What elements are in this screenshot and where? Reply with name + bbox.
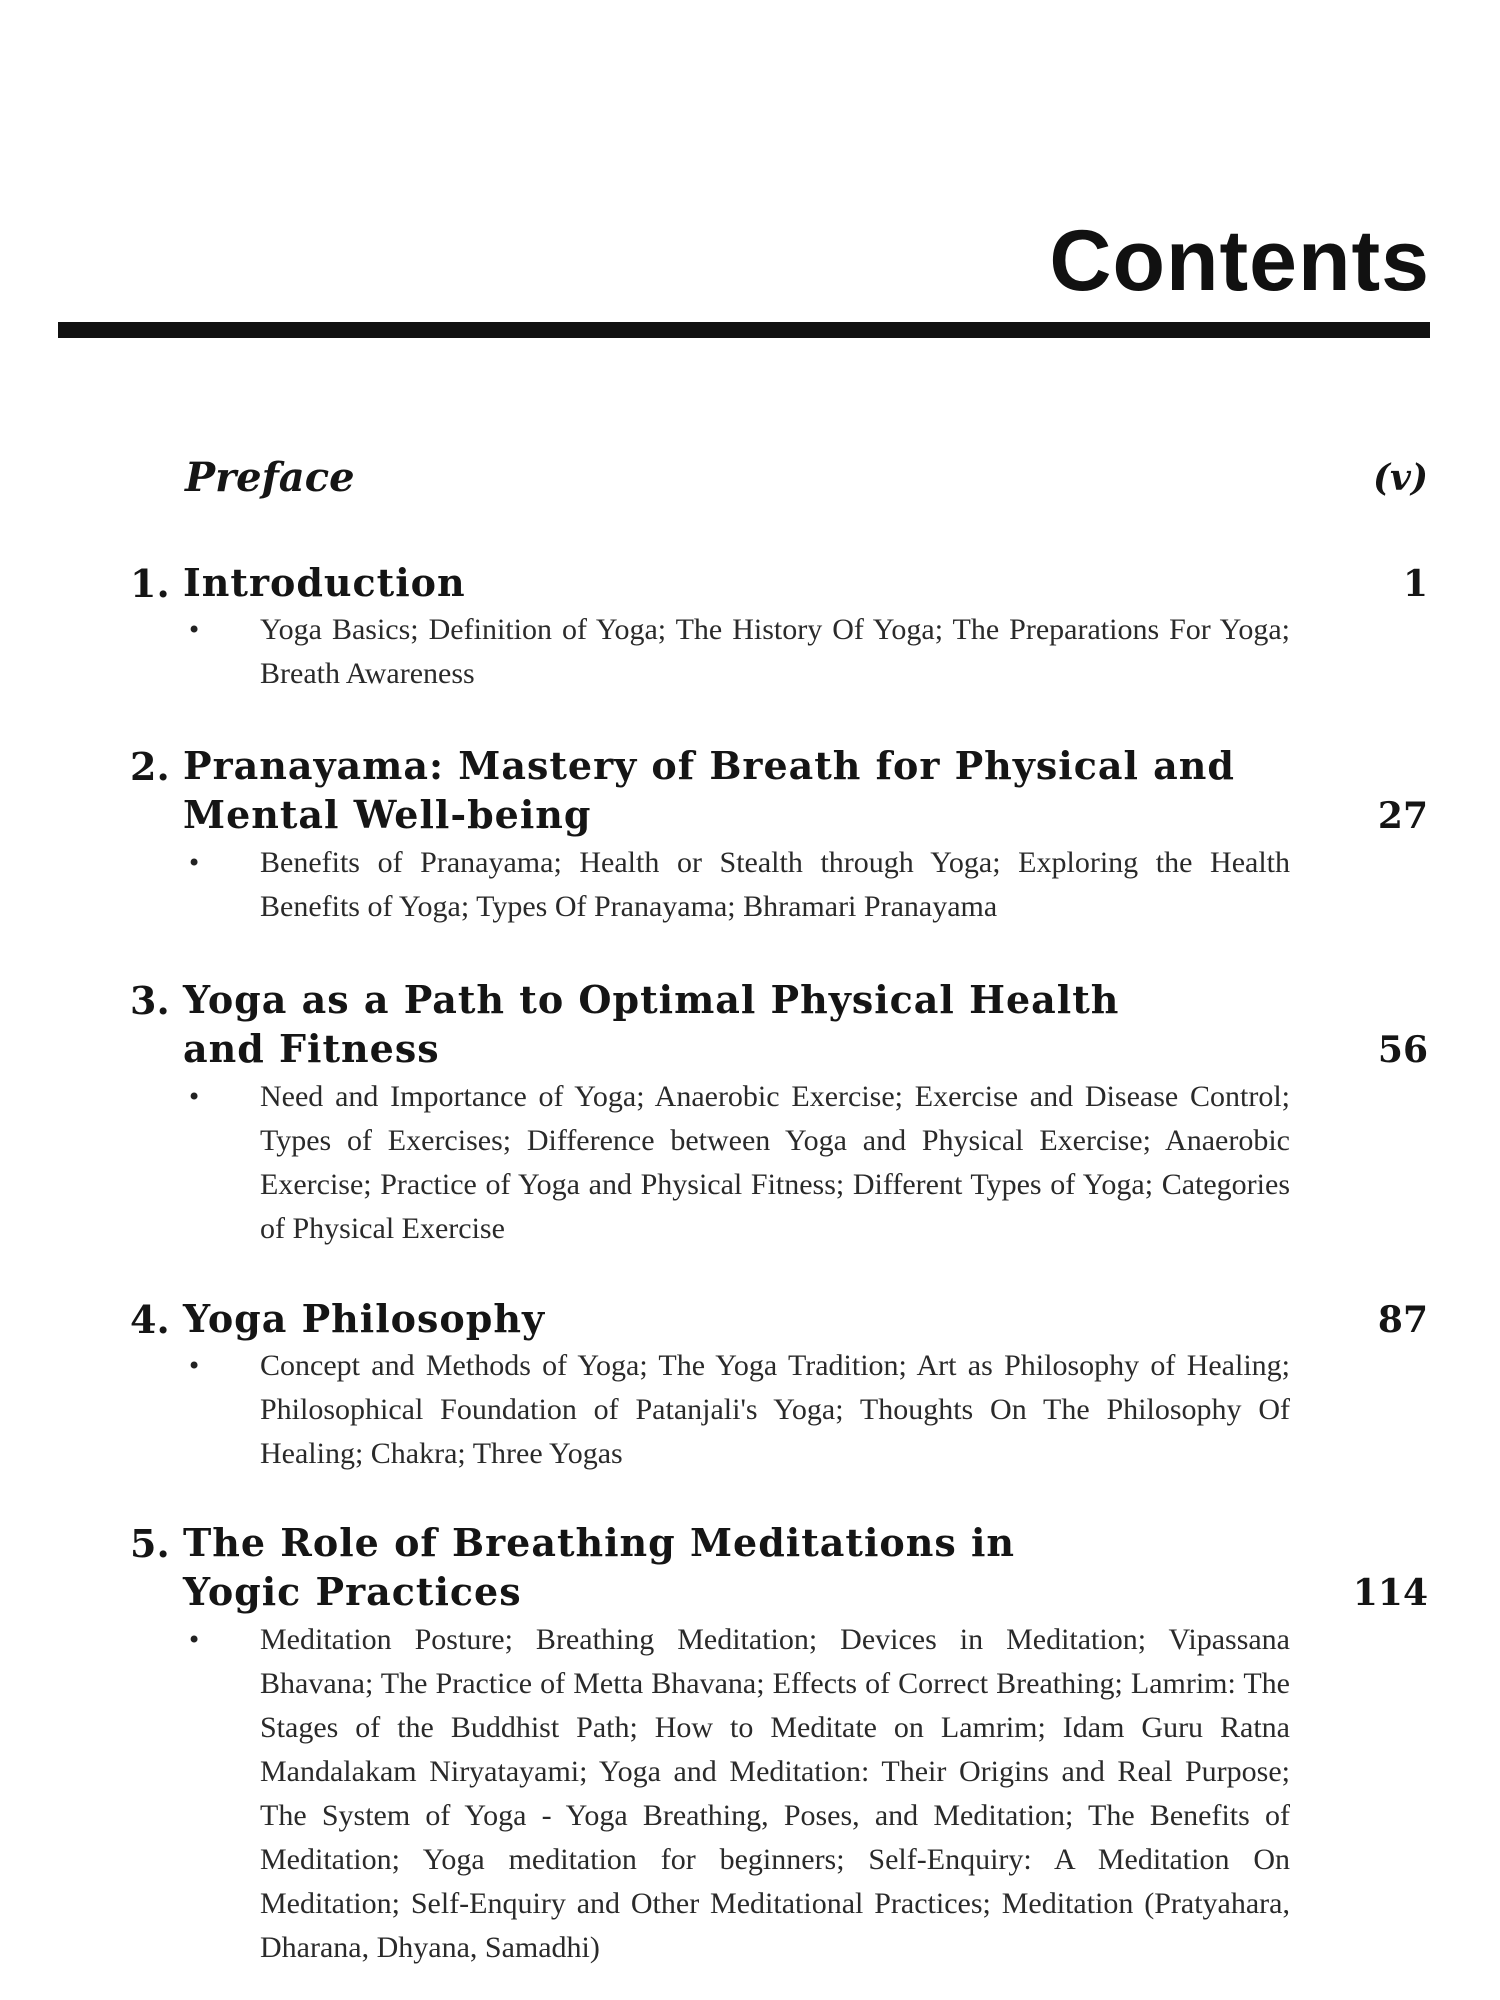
bullet-icon: • bbox=[187, 616, 202, 644]
preface-title[interactable]: Preface bbox=[185, 454, 355, 501]
page-title: Contents bbox=[1049, 213, 1430, 309]
chapter-title[interactable] bbox=[183, 741, 1283, 839]
chapter-title[interactable] bbox=[183, 1518, 1283, 1616]
chapter-topics: Need and Importance of Yoga; Anaerobic Exercise; Exercise and Disease Control; Types of Exercises; Difference between Yoga and Physical Exercise; Anaerobic Exercise; Practice of Yoga and Physical Fitness; Different Types of Yoga; Categories of Physical Exercise bbox=[260, 1080, 1290, 1245]
chapter-page-number: 27 bbox=[1377, 795, 1428, 837]
chapter-topics: Concept and Methods of Yoga; The Yoga Tradition; Art as Philosophy of Healing; Philosophical Foundation of Patanjali's Yoga; Thoughts On The Philosophy Of Healing; Chakra; Three Yogas bbox=[260, 1349, 1290, 1470]
chapter-number: 5. bbox=[130, 1521, 170, 1566]
chapter-title[interactable] bbox=[183, 975, 1283, 1073]
preface-page-number: (v) bbox=[1373, 457, 1428, 499]
chapter-title-line: Yogic Practices bbox=[183, 1569, 522, 1614]
chapter-topics: Yoga Basics; Definition of Yoga; The History Of Yoga; The Preparations For Yoga; Breath Awareness bbox=[260, 613, 1290, 690]
chapter-title-line: Yoga as a Path to Optimal Physical Health bbox=[183, 977, 1120, 1022]
chapter-title[interactable] bbox=[183, 558, 1283, 607]
chapter-number: 4. bbox=[130, 1297, 170, 1342]
title-divider bbox=[58, 322, 1430, 338]
chapter-title-line: Introduction bbox=[183, 560, 466, 605]
chapter-title-line: and Fitness bbox=[183, 1026, 440, 1071]
chapter-number: 2. bbox=[130, 744, 170, 789]
chapter-page-number: 87 bbox=[1377, 1299, 1428, 1341]
bullet-icon: • bbox=[187, 1352, 202, 1380]
toc-entry-preface[interactable] bbox=[0, 452, 1500, 504]
chapter-title-line: Yoga Philosophy bbox=[183, 1296, 546, 1341]
chapter-topics: Meditation Posture; Breathing Meditation; Devices in Meditation; Vipassana Bhavana; The Practice of Metta Bhavana; Effects of Correct Breathing; Lamrim: The Stages of the Buddhist Path; How to Meditate on Lamrim; Idam Guru Ratna Mandalakam Niryatayami; Yoga and Meditation: Their Origins and Real Purpose; The System of Yoga - Yoga Breathing, Poses, and Meditation; The Benefits of Meditation; Yoga meditation for beginners; Self-Enquiry: A Meditation On Meditation; Self-Enquiry and Other Meditational Practices; Meditation (Pratyahara, Dharana, Dhyana, Samadhi) bbox=[260, 1623, 1290, 1964]
bullet-icon: • bbox=[187, 1626, 202, 1654]
chapter-number: 3. bbox=[130, 978, 170, 1023]
chapter-topics: Benefits of Pranayama; Health or Stealth through Yoga; Exploring the Health Benefits of Yoga; Types Of Pranayama; Bhramari Pranayama bbox=[260, 846, 1290, 923]
chapter-title-line: Mental Well-being bbox=[183, 792, 592, 837]
bullet-icon: • bbox=[187, 1083, 202, 1111]
chapter-page-number: 56 bbox=[1377, 1029, 1428, 1071]
chapter-title[interactable] bbox=[183, 1294, 1283, 1343]
chapter-number: 1. bbox=[130, 561, 170, 606]
chapter-page-number: 114 bbox=[1352, 1572, 1428, 1614]
chapter-page-number: 1 bbox=[1402, 563, 1428, 605]
bullet-icon: • bbox=[187, 849, 202, 877]
chapter-title-line: Pranayama: Mastery of Breath for Physical and bbox=[183, 743, 1235, 788]
chapter-title-line: The Role of Breathing Meditations in bbox=[183, 1520, 1016, 1565]
